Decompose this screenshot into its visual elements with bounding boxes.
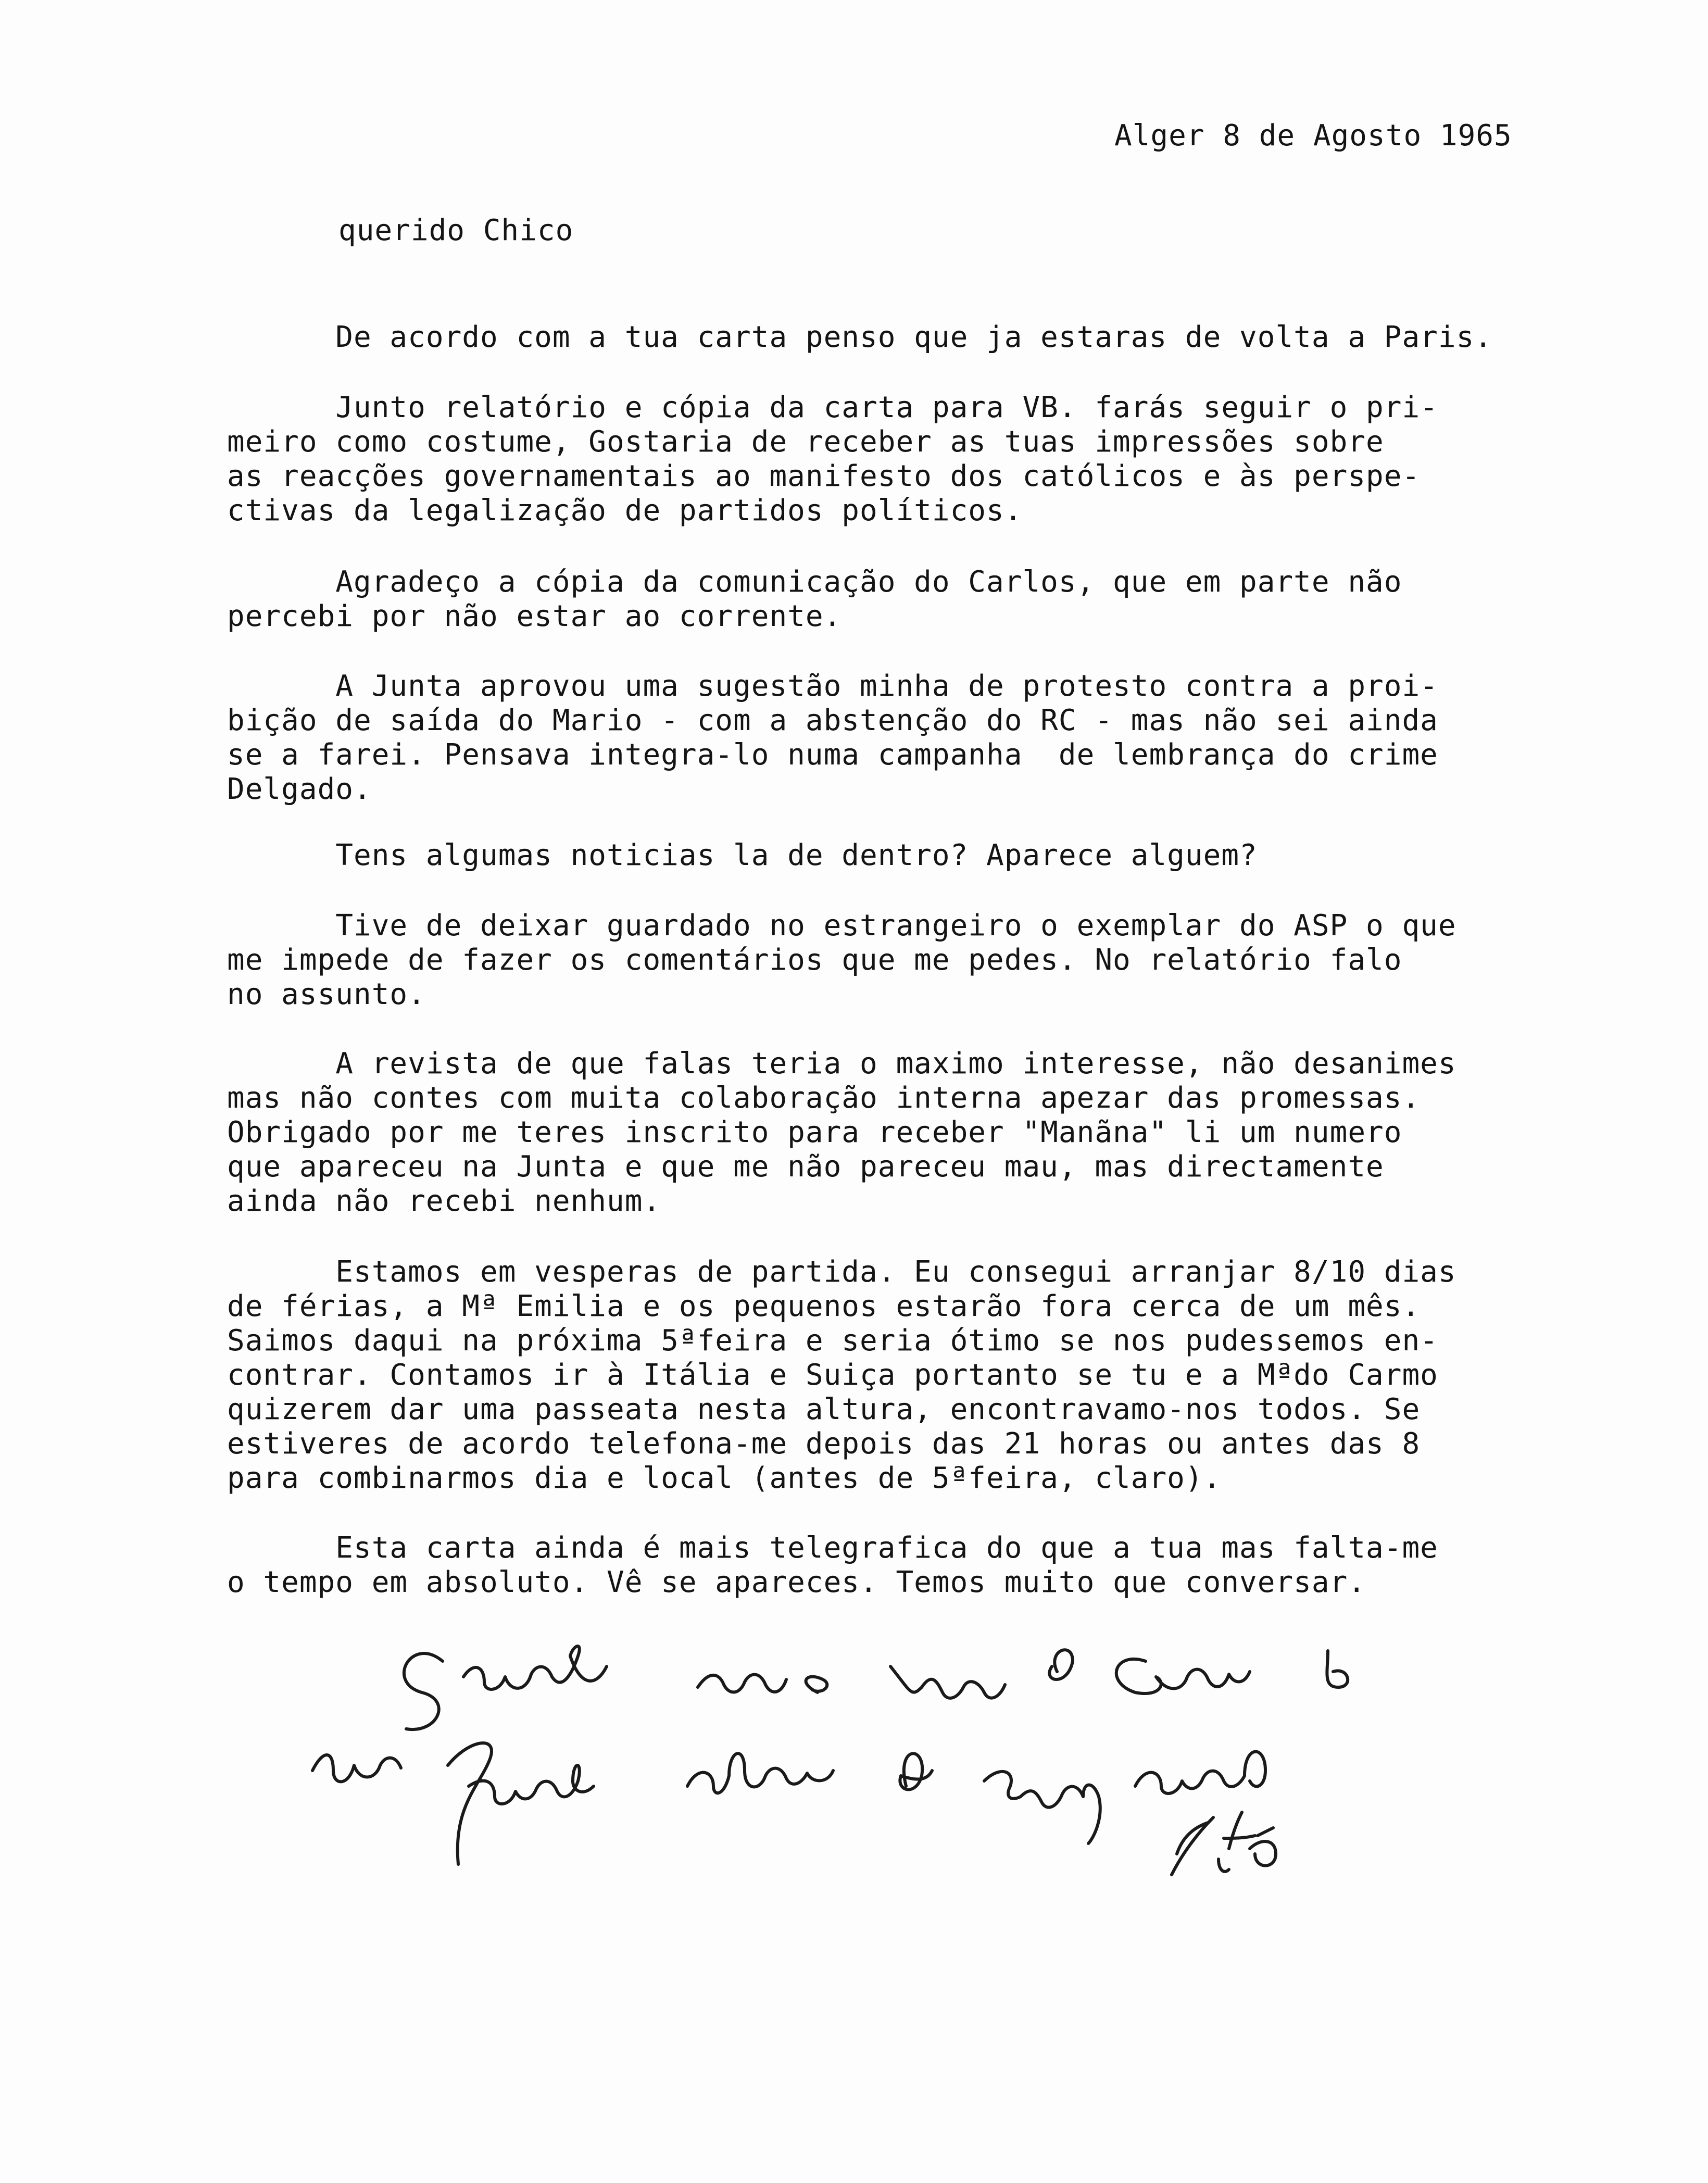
paragraph-2: Junto relatório e cópia da carta para VB. farás seguir o pri- meiro como costume, Gostaria de receber as tuas impressões sobre as reacções governamentais ao manifesto dos católicos e às perspe- ctivas da legalização de partidos políticos. <box>227 391 1438 528</box>
paragraph-8: Estamos em vesperas de partida. Eu consegui arranjar 8/10 dias de férias, a Mª Emilia e os pequenos estarão fora cerca de um mês. Saimos daqui na próxima 5ªfeira e seria ótimo se nos pudessemos en- contrar. Contamos ir à Itália e Suiça portanto se tu e a Mªdo Carmo quizerem dar uma passeata nesta altura, encontravamo-nos todos. Se estiveres de acordo telefona-me depois das 21 horas ou antes das 8 para combinarmos dia e local (antes de 5ªfeira, claro). <box>227 1255 1456 1495</box>
paragraph-9: Esta carta ainda é mais telegrafica do que a tua mas falta-me o tempo em absoluto. Vê se apareces. Temos muito que conversar. <box>227 1531 1438 1599</box>
handwritten-closing <box>292 1630 1541 1901</box>
paragraph-6: Tive de deixar guardado no estrangeiro o exemplar do ASP o que me impede de fazer os comentários que me pedes. No relatório falo no assunto. <box>227 909 1456 1011</box>
letter-date: Alger 8 de Agosto 1965 <box>1114 119 1512 153</box>
paragraph-3: Agradeço a cópia da comunicação do Carlos, que em parte não percebi por não estar ao corrente. <box>227 565 1402 633</box>
paragraph-4: A Junta aprovou uma sugestão minha de protesto contra a proi- bição de saída do Mario - com a abstenção do RC - mas não sei ainda se a farei. Pensava integra-lo numa campanha de lembrança do crime Delgado. <box>227 669 1438 806</box>
paragraph-5: Tens algumas noticias la de dentro? Aparece alguem? <box>227 838 1258 872</box>
salutation: querido Chico <box>338 214 574 247</box>
paragraph-1: De acordo com a tua carta penso que ja estaras de volta a Paris. <box>227 320 1493 354</box>
paragraph-7: A revista de que falas teria o maximo interesse, não desanimes mas não contes com muita colaboração interna apezar das promessas. Obrigado por me teres inscrito para receber "Manãna" li um numero que apareceu na Junta e que me não pareceu mau, mas directamente ainda não recebi nenhum. <box>227 1047 1456 1218</box>
handwritten-line-2 <box>312 1743 1265 1864</box>
signature-tito <box>1172 1812 1276 1875</box>
handwritten-line-1 <box>404 1646 1348 1729</box>
